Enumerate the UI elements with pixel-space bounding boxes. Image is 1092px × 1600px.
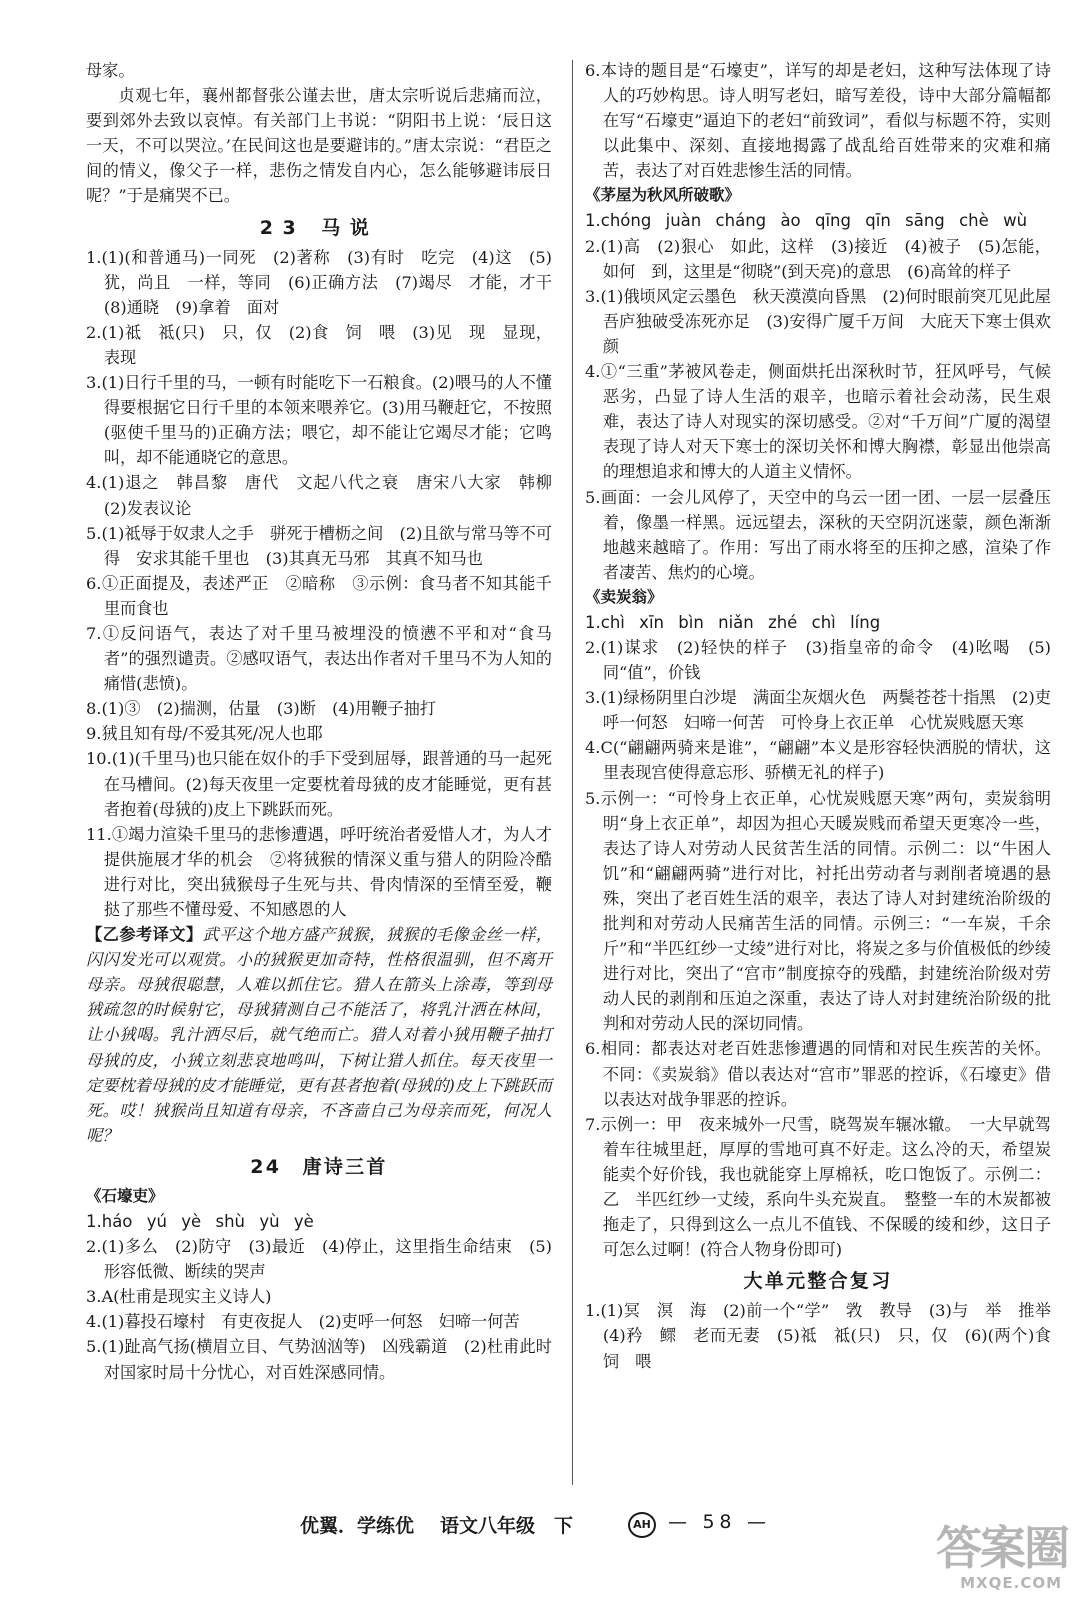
answer-line: 5.(1)祗辱于奴隶人之手 骈死于槽枥之间 (2)且欲与常马等不可得 安求其能千里也 (3)其真无马邪 其真不知马也 xyxy=(86,523,552,568)
watermark-logo xyxy=(918,1512,1068,1592)
answer-line: 7.示例一：甲 夜来城外一尺雪，晓驾炭车辗冰辙。 一大早就驾着车往城里赶，厚厚的雪地可真不好走。这么冷的天，希望炭能卖个好价钱，我也就能穿上厚棉袄，吃口饱饭了。示例二：乙 半匹红纱一丈绫，系向牛头充炭直。 整整一车的木炭都被拖走了，只得到这么一点儿不值钱、不保暖的绫和纱，这日子可怎么过啊！(符合人物身份即可) xyxy=(585,1114,1051,1260)
answer-line: 6.①正面提及，表述严正 ②暗称 ③示例：食马者不知其能千里而食也 xyxy=(86,573,552,618)
poem-title-shihaoli: 《石壕吏》 xyxy=(86,1186,164,1205)
review-answers xyxy=(585,1298,1068,1373)
answer-line: 母家。 xyxy=(86,61,135,80)
answer-line: 3.(1)俄顷风定云墨色 秋天漠漠向昏黑 (2)何时眼前突兀见此屋 吾庐独破受冻死亦足 (3)安得广厦千万间 大庇天下寒士俱欢颜 xyxy=(585,286,1068,356)
answer-line: 10.(1)(千里马)也只能在奴仆的手下受到屈辱，跟普通的马一起死在马槽间。(2)每天夜里一定要枕着母狨的皮才能睡觉，更有甚者抱着(母狨的)皮上下跳跃而死。 xyxy=(86,749,552,819)
intro-block xyxy=(86,58,552,209)
answer-line: 5.(1)趾高气扬(横眉立目、气势汹汹等) 凶残霸道 (2)杜甫此时对国家时局十分忧心，对百姓深感同情。 xyxy=(86,1337,552,1382)
left-column xyxy=(86,58,569,1385)
reference-label: 【乙参考译文】 xyxy=(86,925,203,945)
shihaoli-q6 xyxy=(585,58,1051,183)
poem-title-maowu: 《茅屋为秋风所破歌》 xyxy=(585,186,741,205)
answer-line: 1.(1)(和普通马)一同死 (2)著称 (3)有时 吃完 (4)这 (5)犹，尚且 一样，等同 (6)正确方法 (7)竭尽 才能，才干 (8)通晓 (9)拿着 面对 xyxy=(86,247,569,317)
answer-line: 3.(1)绿杨阴里白沙堤 满面尘灰烟火色 两鬓苍苍十指黑 (2)吏呼一何怒 妇啼一何苦 可怜身上衣正单 心忧炭贱愿天寒 xyxy=(585,688,1051,733)
answer-line: 4.(1)退之 韩昌黎 唐代 文起八代之衰 唐宋八大家 韩柳 (2)发表议论 xyxy=(86,473,569,518)
answer-line: 4.①“三重”茅被风卷走，侧面烘托出深秋时节，狂风呼号，气候恶劣，凸显了诗人生活的艰辛，也暗示着社会动荡，民生艰难，表达了诗人对现实的深切感受。②对“千万间”广厦的渴望表现了诗人对天下寒士的深切关怀和博大胸襟，彰显出他崇高的理想追求和博大的人道主义情怀。 xyxy=(585,362,1051,482)
answer-line: 6.本诗的题目是“石壕吏”，详写的却是老妇，这种写法体现了诗人的巧妙构思。诗人明写老妇，暗写差役，诗中大部分篇幅都在写“石壕吏”逼迫下的老妇“前致词”，看似与标题不符，实则以此集中、深刻、直接地揭露了战乱给百姓带来的灾难和痛苦，表达了对百姓悲惨生活的同情。 xyxy=(585,61,1051,181)
answer-line: 7.①反问语气，表达了对千里马被埋没的愤懑不平和对“食马者”的强烈谴责。②感叹语气，表达出作者对千里马不为人知的痛惜(悲愤)。 xyxy=(86,623,552,694)
answer-line: 5.画面：一会儿风停了，天空中的乌云一团一团、一层一层叠压着，像墨一样黑。远远望去，深秋的天空阴沉迷蒙，颜色渐渐地越来越暗了。作用：写出了雨水将至的压抑之感，渲染了作者凄苦、焦灼的心境。 xyxy=(585,487,1051,582)
answer-line: 3.(1)日行千里的马，一顿有时能吃下一石粮食。(2)喂马的人不懂得要根据它日行千里的本领来喂养它。(3)用马鞭赶它，不按照(驱使千里马的)正确方法；喂它，却不能让它竭尽才能；它鸣叫，却不能通晓它的意思。 xyxy=(86,373,552,468)
section-24-answers xyxy=(86,1209,552,1385)
answer-line: 8.(1)③ (2)揣测，估量 (3)断 (4)用鞭子抽打 xyxy=(86,699,436,719)
section-24-title: 24 唐诗三首 xyxy=(250,1155,388,1178)
reference-translation xyxy=(86,922,552,1148)
footer-brand: 优翼．学练优 xyxy=(300,1515,415,1537)
answer-line: 4.C(“翩翩两骑来是谁”，“翩翩”本义是形容轻快洒脱的情状，这里表现宫使得意忘形、骄横无礼的样子) xyxy=(585,738,1051,783)
answer-line: 6.相同：都表达对老百姓悲惨遭遇的同情和对民生疾苦的关怀。不同：《卖炭翁》借以表达对“宫市”罪恶的控诉，《石壕吏》借以表达对战争罪恶的控诉。 xyxy=(585,1039,1051,1109)
answer-line: 2.(1)谋求 (2)轻快的样子 (3)指皇帝的命令 (4)吆喝 (5)同“值”，价钱 xyxy=(585,637,1051,683)
answer-line: 2.(1)多么 (2)防守 (3)最近 (4)停止，这里指生命结束 (5)形容低微、断续的哭声 xyxy=(86,1237,552,1282)
answer-line: 3.A(杜甫是现实主义诗人) xyxy=(86,1287,272,1307)
section-23-answers xyxy=(86,245,569,923)
section-23-title: 23 马说 xyxy=(259,216,379,239)
answer-line: 4.(1)暮投石壕村 有吏夜捉人 (2)吏呼一何怒 妇啼一何苦 xyxy=(86,1312,520,1332)
column-divider xyxy=(572,60,573,1485)
answer-line: 贞观七年，襄州都督张公谨去世，唐太宗听说后悲痛而泣，要到郊外去致以哀悼。有关部门上书说：“阴阳书上说：‘辰日这一天，不可以哭泣。’在民间这也是要避讳的。”唐太宗说：“君臣之间的情义，像父子一样，悲伤之情发自内心，怎么能够避讳辰日呢？”于是痛哭不已。 xyxy=(86,86,552,206)
poem-title-maitan: 《卖炭翁》 xyxy=(585,587,663,606)
maowu-answers xyxy=(585,208,1068,584)
region-badge: AH xyxy=(628,1512,656,1538)
review-title: 大单元整合复习 xyxy=(743,1270,893,1293)
footer-subject: 语文八年级 下 xyxy=(440,1515,574,1537)
answer-line: 1.háo yú yè shù yù yè xyxy=(86,1211,314,1231)
answer-line: 1.chì xīn bìn niǎn zhé chì líng xyxy=(585,612,881,632)
answer-line: 9.狨且知有母/不爱其死/况人也耶 xyxy=(86,724,323,744)
page-number: — 58 — xyxy=(668,1511,771,1533)
answer-line: 11.①竭力渲染千里马的悲惨遭遇，呼吁统治者爱惜人才，为人才提供施展才华的机会 ②将狨猴的情深义重与猎人的阴险冷酷进行对比，突出狨猴母子生死与共、骨肉情深的至情至爱，鞭挞了那些不懂母爱、不知感恩的人 xyxy=(86,824,552,919)
reference-text: 武平这个地方盛产狨猴，狨猴的毛像金丝一样，闪闪发光可以观赏。小的狨猴更加奇特，性格很温驯，但不离开母亲。母狨很聪慧，人难以抓住它。猎人在箭头上涂毒，等到母狨疏忽的时候射它，母狨猜测自己不能活了，将乳汁洒在林间，让小狨喝。乳汁洒尽后，就气绝而亡。猎人对着小狨用鞭子抽打母狨的皮，小狨立刻悲哀地鸣叫，下树让猎人抓住。每天夜里一定要枕着母狨的皮才能睡觉，更有甚者抱着(母狨的)皮上下跳跃而死。哎！狨猴尚且知道有母亲，不吝啬自己为母亲而死，何况人呢？ xyxy=(86,925,553,1145)
answer-line: 2.(1)高 (2)狠心 如此，这样 (3)接近 (4)被子 (5)怎能，如何 到，这里是“彻晓”(到天亮)的意思 (6)高耸的样子 xyxy=(585,236,1051,281)
answer-line: 5.示例一：“可怜身上衣正单，心忧炭贱愿天寒”两句，卖炭翁明明“身上衣正单”，却因为担心天暖炭贱而希望天更寒冷一些，表达了诗人对劳动人民贫苦生活的同情。示例二：以“牛困人饥”和“翩翩两骑”进行对比，衬托出劳动者与剥削者境遇的悬殊，突出了老百姓生活的艰辛，表达了诗人对封建统治阶级的批判和对劳动人民痛苦生活的同情。示例三：“一车炭，千余斤”和“半匹红纱一丈绫”进行对比，将炭之多与价值极低的纱绫进行对比，突出了“宫市”制度掠夺的残酷，封建统治阶级对劳动人民的剥削和压迫之深重，表达了诗人对封建统治阶级的批判和对劳动人民的深切同情。 xyxy=(585,788,1051,1034)
right-column xyxy=(585,58,1068,1374)
watermark-url: MXQE.COM xyxy=(960,1574,1062,1592)
watermark-logo-text: 答案圈 xyxy=(936,1521,1068,1575)
answer-line: 1.chóng juàn cháng ào qīng qīn sāng chè wù xyxy=(585,211,1028,231)
answer-line: 2.(1)祗 祗(只) 只，仅 (2)食 饲 喂 (3)见 现 显现，表现 xyxy=(86,322,552,367)
maitan-answers xyxy=(585,610,1051,1262)
answer-line: 1.(1)冥 溟 海 (2)前一个“学” 敩 教导 (3)与 举 推举 (4)矜 鳏 老而无妻 (5)祗 祗(只) 只，仅 (6)(两个)食 饲 喂 xyxy=(585,1301,1068,1371)
